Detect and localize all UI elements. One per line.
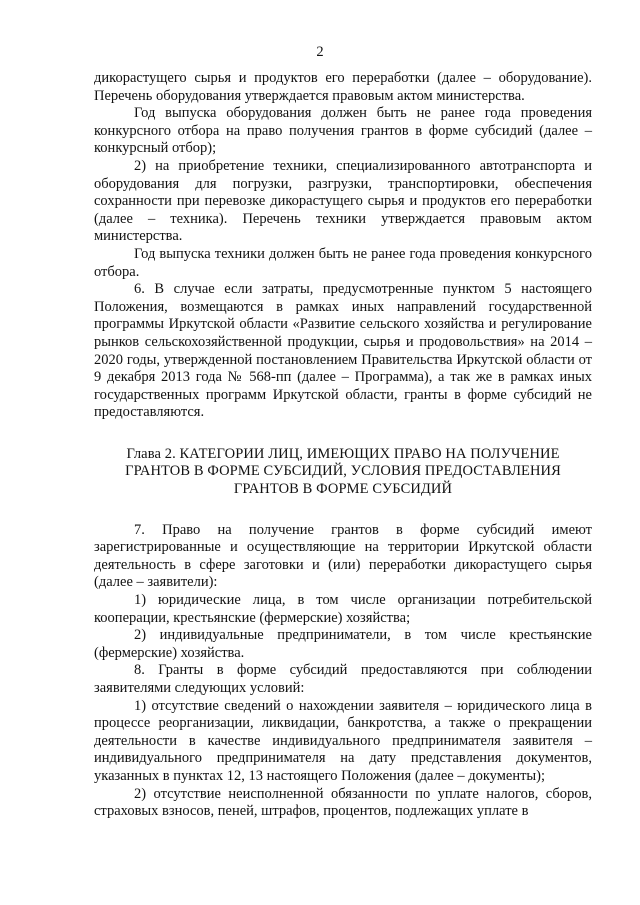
paragraph: 1) юридические лица, в том числе организации потребительской кооперации, крестьянские (фермерские) хозяйства; <box>94 592 592 626</box>
paragraph: 2) индивидуальные предприниматели, в том числе крестьянские (фермерские) хозяйства. <box>94 627 592 661</box>
paragraph: 8. Гранты в форме субсидий предоставляются при соблюдении заявителями следующих условий: <box>94 662 592 696</box>
chapter-heading-line: ГРАНТОВ В ФОРМЕ СУБСИДИЙ, УСЛОВИЯ ПРЕДОСТАВЛЕНИЯ <box>125 463 561 480</box>
chapter-heading <box>94 446 592 499</box>
chapter-heading-line: ГРАНТОВ В ФОРМЕ СУБСИДИЙ <box>233 481 453 498</box>
paragraph: 6. В случае если затраты, предусмотренные пунктом 5 настоящего Положения, возмещаются в рамках иных направлений государственной программы Иркутской области «Развитие сельского хозяйства и регулирование рынков сельскохозяйственной продукции, сырья и продовольствия» на 2014 – 2020 годы, утвержденной постановлением Правительства Иркутской области от 9 декабря 2013 года № 568-пп (далее – Программа), а так же в рамках иных государственных программ Иркутской области, гранты в форме субсидий не предоставляются. <box>94 281 592 421</box>
paragraph: 2) отсутствие неисполненной обязанности по уплате налогов, сборов, страховых взносов, пеней, штрафов, процентов, подлежащих уплате в <box>94 785 592 820</box>
chapter-heading-line: Глава 2. КАТЕГОРИИ ЛИЦ, ИМЕЮЩИХ ПРАВО НА ПОЛУЧЕНИЕ <box>126 445 560 462</box>
paragraph: 2) на приобретение техники, специализированного автотранспорта и оборудования для погрузки, разгрузки, транспортировки, обеспечения сохранности при перевозке дикорастущего сырья и продуктов его переработки (далее – техника). Перечень техники утверждается правовым актом министерства. <box>94 157 592 245</box>
paragraph: 1) отсутствие сведений о нахождении заявителя – юридического лица в процессе реорганизации, ликвидации, банкротства, а также о прекращении деятельности в качестве индивидуального предпринимателя заявителя – индивидуального предпринимателя на дату представления документов, указанных в пунктах 12, 13 настоящего Положения (далее – документы); <box>94 697 592 784</box>
paragraph: Год выпуска оборудования должен быть не ранее года проведения конкурсного отбора на право получения грантов в форме субсидий (далее – конкурсный отбор); <box>94 105 592 157</box>
document-body <box>94 70 592 821</box>
paragraph: Год выпуска техники должен быть не ранее года проведения конкурсного отбора. <box>94 245 592 280</box>
page-number: 2 <box>316 44 324 60</box>
paragraph: 7. Право на получение грантов в форме субсидий имеют зарегистрированные и осуществляющие на территории Иркутской области деятельность в сфере заготовки и (или) переработки дикорастущего сырья (далее – заявители): <box>94 521 592 591</box>
paragraph: дикорастущего сырья и продуктов его переработки (далее – оборудование). Перечень оборудования утверждается правовым актом министерства. <box>94 70 592 104</box>
